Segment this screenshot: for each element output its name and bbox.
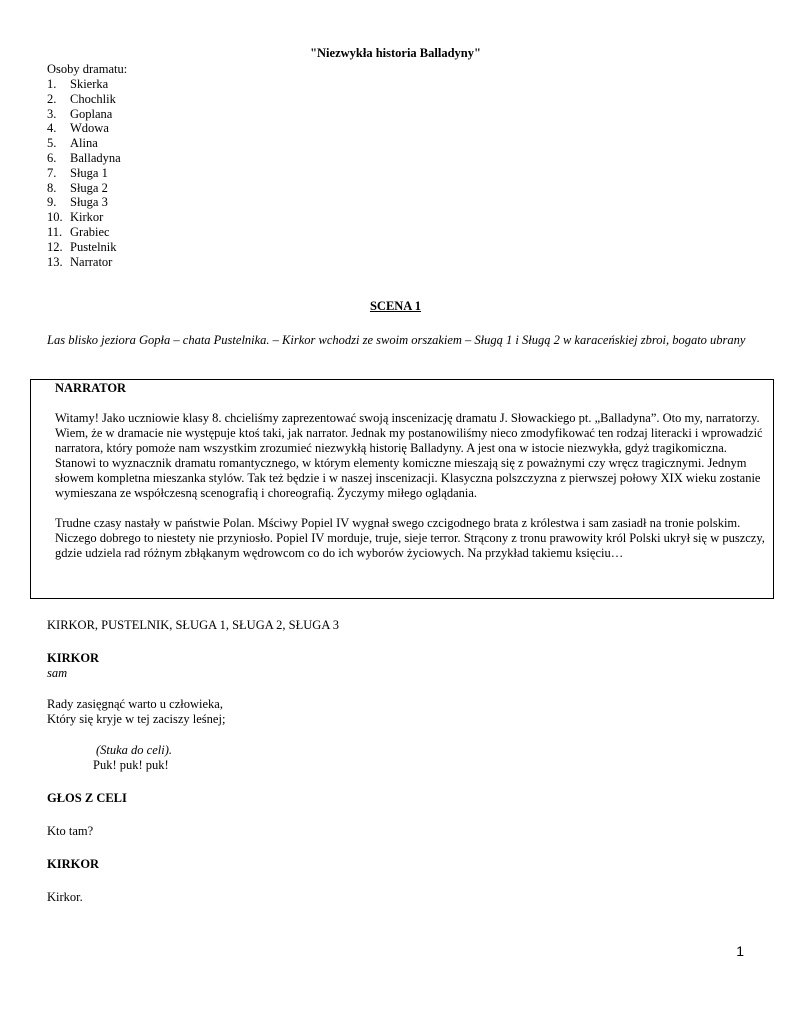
knock-text: Puk! puk! puk!: [93, 758, 169, 772]
cast-item: 1. Skierka: [47, 77, 109, 91]
cast-item: 3. Goplana: [47, 106, 113, 121]
speaker-kirkor-2: KIRKOR: [47, 857, 100, 871]
page-number: 1: [736, 943, 744, 959]
stage-direction: Las blisko jeziora Gopła – chata Pustelnika. – Kirkor wchodzi ze swoim orszakiem – Sługą 1 i Sługą 2 w karaceńskiej zbroi, bogato ubrany: [47, 333, 746, 347]
speaker-voice: GŁOS Z CELI: [47, 791, 127, 805]
cast-item: 4. Wdowa: [47, 121, 109, 136]
cast-item: 10. Kirkor: [47, 210, 104, 225]
verse-line: Który się kryje w tej zaciszy leśnej;: [47, 712, 226, 726]
cast-item: 2. Chochlik: [47, 91, 116, 106]
stage-note-knock: (Stuka do celi).: [96, 743, 173, 757]
narrator-box: [30, 379, 774, 599]
narrator-speaker: NARRATOR: [55, 381, 127, 395]
narrator-paragraph-1: Witamy! Jako uczniowie klasy 8. chcieliśmy zaprezentować swoją inscenizację dramatu J. Słowackiego pt. „Balladyna”. Oto my, narratorzy. Wiem, że w dramacie nie występuje ktoś taki, jak narrator. Jednak my postanowiliśmy nieco zmodyfikować ten rodzaj literacki i wprowadzić narratora, który pomoże nam wszystkim zrozumieć niezwykłą historię Balladyny. A jest ona w istocie niezwykła, gdyż tragikomiczna. Stanowi to wyznacznik dramatu romantycznego, w którym elementy komiczne mieszają się z poważnymi czy wręcz tragicznymi. Jednym słowem kompletna mieszanka stylów. Tak też będzie i w naszej inscenizacji. Klasyczna polszczyzna z pierwszej połowy XIX wieku zostanie wymieszana ze współczesną scenografią i choreografią. Życzymy miłego oglądania.: [55, 411, 763, 500]
verse-line: Rady zasięgnąć warto u człowieka,: [47, 697, 223, 711]
document-title: "Niezwykła historia Balladyny": [310, 46, 481, 60]
stage-note-sam: sam: [47, 666, 68, 680]
cast-heading: Osoby dramatu:: [47, 62, 128, 76]
cast-list: [47, 77, 121, 269]
cast-item: 13. Narrator: [47, 254, 113, 269]
narrator-paragraph-2: Trudne czasy nastały w państwie Polan. Mściwy Popiel IV wygnał swego czcigodnego brata z królestwa i sam zasiadł na tronie polskim. Niczego dobrego to niestety nie przyniosło. Popiel IV morduje, truje, sieje terror. Strącony z tronu prawowity król Polski ukrył się w puszczy, gdzie udziela rad różnym zbłąkanym wędrowcom co do ich wyborów życiowych. Na przykład takiemu księciu…: [55, 516, 765, 560]
cast-item: 8. Sługa 2: [47, 180, 108, 195]
cast-item: 11. Grabiec: [47, 224, 110, 239]
cast-item: 12. Pustelnik: [47, 239, 117, 254]
kirkor-line: Kirkor.: [47, 890, 83, 904]
scene-title: SCENA 1: [369, 299, 422, 313]
cast-item: 9. Sługa 3: [47, 195, 108, 210]
voice-line: Kto tam?: [47, 824, 94, 838]
cast-item: 6. Balladyna: [47, 150, 121, 165]
cast-item: 7. Sługa 1: [47, 165, 108, 180]
cast-item: 5. Alina: [47, 136, 98, 151]
speaker-kirkor: KIRKOR: [47, 651, 100, 665]
characters-line: KIRKOR, PUSTELNIK, SŁUGA 1, SŁUGA 2, SŁUGA 3: [47, 618, 340, 632]
